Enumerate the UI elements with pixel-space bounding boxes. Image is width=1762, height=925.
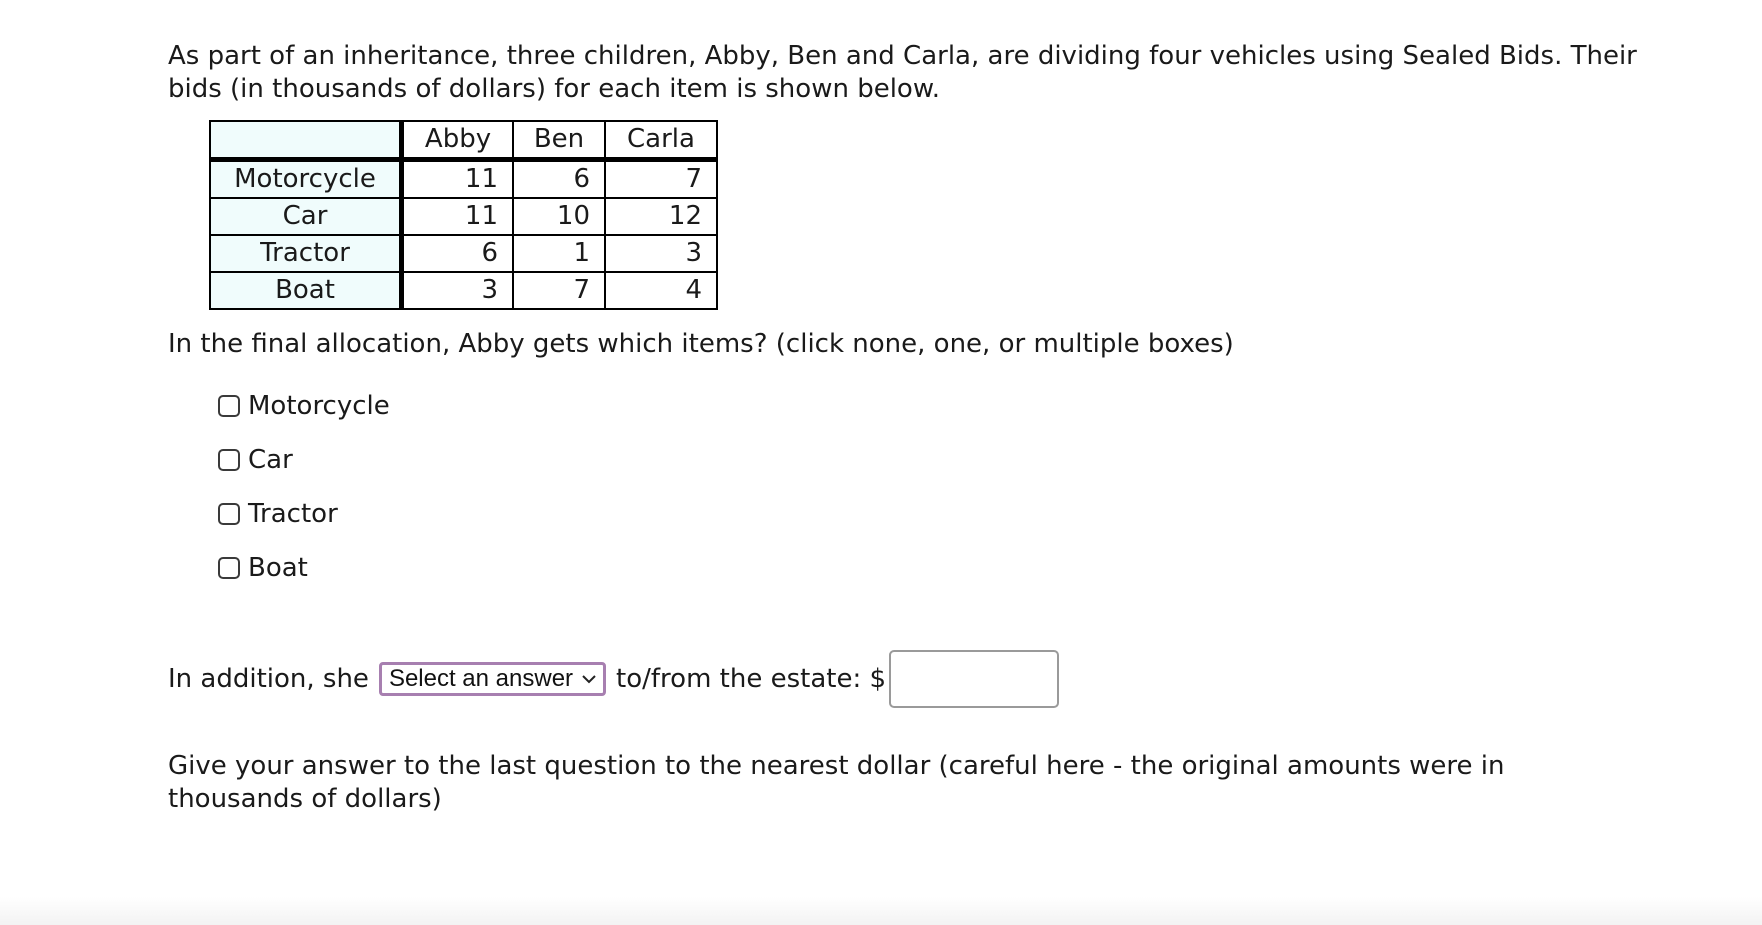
boat-checkbox[interactable] — [218, 557, 240, 579]
bid-cell: 6 — [402, 235, 514, 272]
question-area — [168, 40, 1688, 816]
bid-cell: 7 — [605, 160, 717, 199]
allocation-question: In the final allocation, Abby gets which items? (click none, one, or multiple boxes) — [168, 329, 1234, 359]
table-row — [210, 160, 717, 199]
option-motorcycle[interactable] — [218, 388, 1688, 424]
bottom-strip — [0, 897, 1762, 925]
option-label: Motorcycle — [248, 391, 390, 421]
item-checkbox-list — [218, 388, 1688, 586]
bid-cell: 4 — [605, 272, 717, 309]
addition-line — [168, 650, 1688, 708]
table-corner-cell — [210, 121, 402, 160]
motorcycle-checkbox[interactable] — [218, 395, 240, 417]
table-row — [210, 272, 717, 309]
addition-suffix: to/from the estate: $ — [616, 664, 887, 694]
tractor-checkbox[interactable] — [218, 503, 240, 525]
addition-prefix: In addition, she — [168, 664, 369, 694]
row-header: Boat — [210, 272, 402, 309]
bid-cell: 10 — [513, 198, 605, 235]
option-label: Boat — [248, 553, 308, 583]
pay-receive-select[interactable] — [379, 662, 606, 696]
bid-cell: 11 — [402, 198, 514, 235]
select-value: Select an answer — [388, 665, 574, 692]
bid-cell: 3 — [605, 235, 717, 272]
row-header: Car — [210, 198, 402, 235]
rounding-note: Give your answer to the last question to the nearest dollar (careful here - the original amounts were in thousands of dollars) — [168, 751, 1505, 814]
bid-cell: 11 — [402, 160, 514, 199]
column-header-abby: Abby — [402, 121, 514, 160]
bid-cell: 3 — [402, 272, 514, 309]
question-intro: As part of an inheritance, three children, Abby, Ben and Carla, are dividing four vehicles using Sealed Bids. Their bids (in thousands of dollars) for each item is shown below. — [168, 41, 1637, 104]
table-row — [210, 198, 717, 235]
table-header-row — [210, 121, 717, 160]
amount-input[interactable] — [889, 650, 1059, 708]
column-header-carla: Carla — [605, 121, 717, 160]
bids-table — [209, 120, 718, 310]
option-label: Tractor — [248, 499, 338, 529]
bid-cell: 6 — [513, 160, 605, 199]
option-boat[interactable] — [218, 550, 1688, 586]
bid-cell: 12 — [605, 198, 717, 235]
option-tractor[interactable] — [218, 496, 1688, 532]
row-header: Motorcycle — [210, 160, 402, 199]
bid-cell: 7 — [513, 272, 605, 309]
table-row — [210, 235, 717, 272]
row-header: Tractor — [210, 235, 402, 272]
chevron-down-icon — [581, 671, 597, 687]
option-car[interactable] — [218, 442, 1688, 478]
bid-cell: 1 — [513, 235, 605, 272]
column-header-ben: Ben — [513, 121, 605, 160]
car-checkbox[interactable] — [218, 449, 240, 471]
option-label: Car — [248, 445, 293, 475]
